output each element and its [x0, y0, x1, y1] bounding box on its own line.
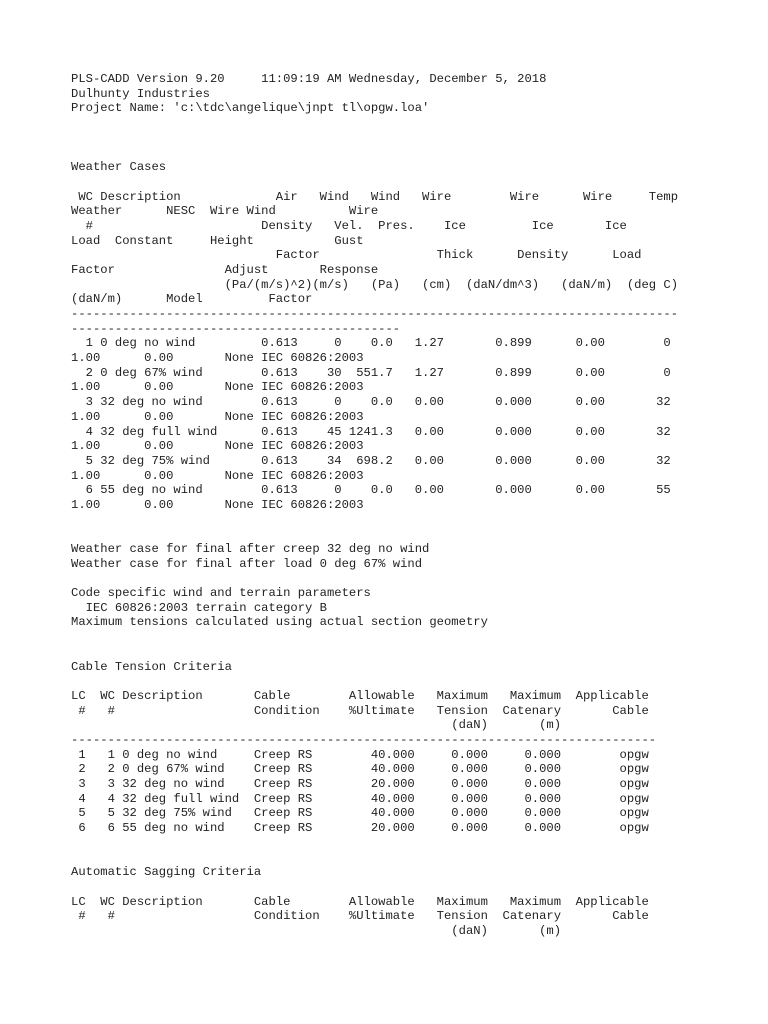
weather-row: 1.00 0.00 None IEC 60826:2003 [71, 409, 364, 424]
weather-row: 1.00 0.00 None IEC 60826:2003 [71, 497, 364, 512]
weather-header-line: Weather NESC Wire Wind Wire [71, 204, 379, 219]
sag-header-line: # # Condition %Ultimate Tension Catenary Cable [71, 909, 649, 924]
company-name: Dulhunty Industries [71, 86, 210, 101]
tension-row: 6 6 55 deg no wind Creep RS 20.000 0.000 0.000 opgw [71, 821, 649, 836]
terrain-note: IEC 60826:2003 terrain category B [71, 600, 327, 615]
weather-row: 4 32 deg full wind 0.613 45 1241.3 0.00 0.000 0.00 32 [71, 424, 671, 439]
tension-divider: -------------------------------------------------------------------------------- [71, 732, 657, 747]
tension-header-line: LC WC Description Cable Allowable Maximum Maximum Applicable [71, 688, 649, 703]
tension-row: 2 2 0 deg 67% wind Creep RS 40.000 0.000 0.000 opgw [71, 762, 649, 777]
weather-header-line: (daN/m) Model Factor [71, 292, 313, 307]
weather-divider: --------------------------------------------- [71, 321, 401, 336]
project-name: Project Name: 'c:\tdc\angelique\jnpt tl\opgw.loa' [71, 101, 430, 116]
sag-header-line: LC WC Description Cable Allowable Maximum Maximum Applicable [71, 894, 649, 909]
auto-sag-title: Automatic Sagging Criteria [71, 865, 262, 880]
code-title: Code specific wind and terrain parameters [71, 586, 371, 601]
tension-header-line: # # Condition %Ultimate Tension Catenary Cable [71, 703, 649, 718]
sag-header-line: (daN) (m) [71, 923, 562, 938]
weather-header-line: # Density Vel. Pres. Ice Ice Ice [71, 218, 627, 233]
weather-row: 3 32 deg no wind 0.613 0 0.0 0.00 0.000 0.00 32 [71, 395, 671, 410]
tension-row: 3 3 32 deg no wind Creep RS 20.000 0.000 0.000 opgw [71, 777, 649, 791]
weather-cases-title: Weather Cases [71, 160, 167, 175]
weather-row: 5 32 deg 75% wind 0.613 34 698.2 0.00 0.000 0.00 32 [71, 453, 671, 468]
weather-header-line: (Pa/(m/s)^2)(m/s) (Pa) (cm) (daN/dm^3) (daN/m) (deg C) [71, 277, 679, 292]
weather-divider: ----------------------------------------------------------------------------------- [71, 307, 679, 321]
version-line: PLS-CADD Version 9.20 11:09:19 AM Wednesday, December 5, 2018 [71, 72, 547, 86]
tension-row: 4 4 32 deg full wind Creep RS 40.000 0.000 0.000 opgw [71, 791, 649, 806]
report-page [71, 72, 768, 939]
weather-row: 1.00 0.00 None IEC 60826:2003 [71, 468, 364, 483]
max-tensions-note: Maximum tensions calculated using actual section geometry [71, 615, 488, 630]
weather-row: 1.00 0.00 None IEC 60826:2003 [71, 380, 364, 395]
weather-header-line: Load Constant Height Gust [71, 233, 364, 248]
weather-header-line: Factor Adjust Response [71, 262, 379, 277]
load-note: Weather case for final after load 0 deg 67% wind [71, 556, 423, 571]
weather-row: 1 0 deg no wind 0.613 0 0.0 1.27 0.899 0.00 0 [71, 336, 671, 351]
weather-row: 1.00 0.00 None IEC 60826:2003 [71, 439, 364, 454]
weather-header-line: Factor Thick Density Load [71, 248, 642, 263]
weather-row: 6 55 deg no wind 0.613 0 0.0 0.00 0.000 0.00 55 [71, 483, 671, 498]
tension-row: 5 5 32 deg 75% wind Creep RS 40.000 0.000 0.000 opgw [71, 806, 649, 821]
creep-note: Weather case for final after creep 32 deg no wind [71, 542, 430, 556]
cable-tension-title: Cable Tension Criteria [71, 659, 232, 674]
weather-header-line: WC Description Air Wind Wind Wire Wire Wire Temp [71, 189, 679, 204]
tension-row: 1 1 0 deg no wind Creep RS 40.000 0.000 0.000 opgw [71, 747, 649, 762]
weather-row: 2 0 deg 67% wind 0.613 30 551.7 1.27 0.899 0.00 0 [71, 365, 671, 380]
tension-header-line: (daN) (m) [71, 718, 562, 733]
weather-row: 1.00 0.00 None IEC 60826:2003 [71, 351, 364, 366]
